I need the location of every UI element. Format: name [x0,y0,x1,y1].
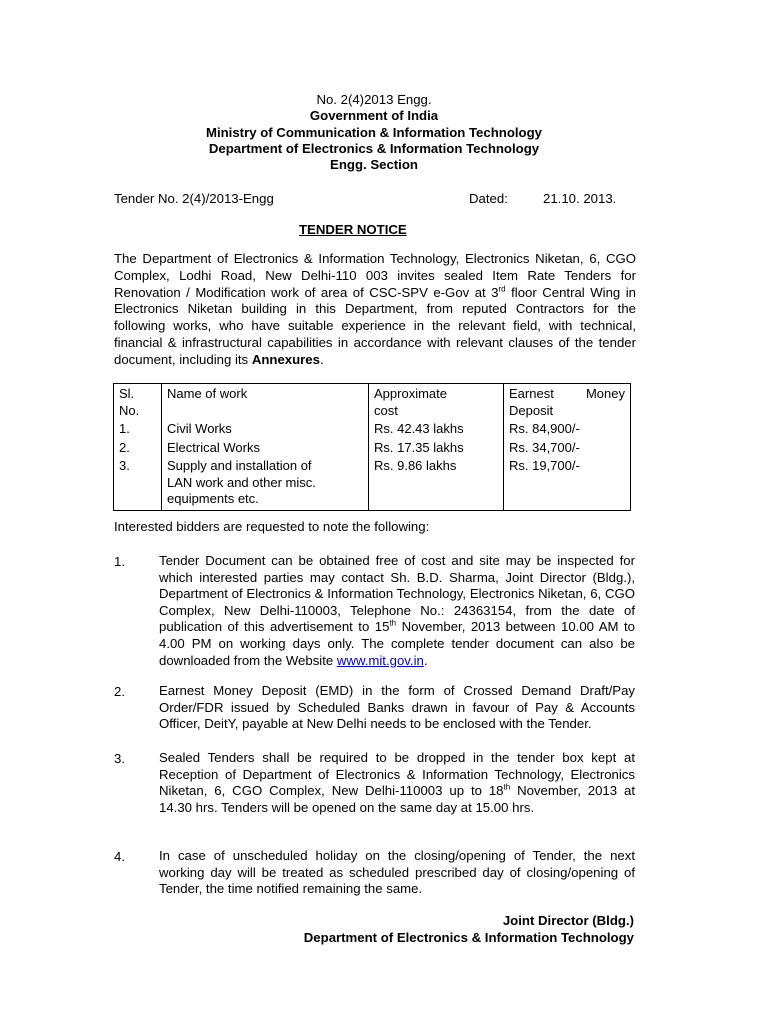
header-cost-line1: Approximate [374,386,447,401]
row-1-name: Civil Works [162,421,369,440]
header-emd-money: Money [585,386,625,401]
item-4-number: 4. [114,849,125,864]
row-3-name-line1: Supply and installation of [167,458,312,473]
header-name [162,384,369,422]
government-heading: Government of India [309,108,439,123]
item-3-text [159,750,635,816]
row-1-cost: Rs. 42.43 lakhs [369,421,504,440]
intro-paragraph [114,251,636,369]
department-heading: Department of Electronics & Information Technology [208,141,540,156]
row-3-name-line3: equipments etc. [167,491,259,506]
signature-department: Department of Electronics & Information Technology [303,930,634,945]
section-heading: Engg. Section [330,157,418,172]
item-3-part2: November, 2013 at 14.30 hrs. Tenders will be opened on the same day at 15.00 hrs. [159,783,635,815]
dated-label: Dated: [469,191,508,206]
item-4-text: In case of unscheduled holiday on the closing/opening of Tender, the next working day will be treated as scheduled prescribed day of closing/opening of Tender, the time notified remaining the same. [159,848,635,897]
item-1-text [159,553,635,669]
header-name-text: Name of work [167,386,248,401]
header-emd-line1 [509,386,625,403]
header-sl [114,384,162,422]
table-row [114,421,631,440]
item-1-part1: Tender Document can be obtained free of cost and site may be inspected for which interested parties may contact Sh. B.D. Sharma, Joint Director (Bldg.), Department of Electronics & Information Technology, Electronics Niketan, 6, CGO Complex, New Delhi-110003, Telephone No.: 24363154, from the date of publication of this advertisement to 15 [159,553,635,635]
item-1-part2: November, 2013 between 10.00 AM to 4.00 PM on working days only. The complete tender document can also be downloaded from the Website [159,619,635,668]
item-2-number: 2. [114,684,125,699]
intro-superscript: rd [498,284,506,294]
row-2-emd: Rs. 34,700/- [504,440,631,459]
intro-annexures: Annexures [251,351,320,367]
header-cost-line2: cost [374,402,398,418]
row-3-emd: Rs. 19,700/- [504,458,631,510]
header-emd-line2: Deposit [509,402,554,418]
table-row [114,440,631,459]
header-emd-earnest: Earnest [509,386,554,401]
row-2-sl: 2. [114,440,162,459]
item-1-superscript: th [389,618,397,628]
tender-number: Tender No. 2(4)/2013-Engg [114,191,274,206]
intro-text-part1: The Department of Electronics & Information Technology, Electronics Niketan, 6, CGO Complex, Lodhi Road, New Delhi-110 003 invites sealed Item Rate Tenders for Renovation / Modification work of area of CSC-SPV e-Gov at 3 [114,251,636,300]
item-1-end: . [423,652,428,668]
works-table [113,383,631,511]
reference-number: No. 2(4)2013 Engg. [316,92,432,107]
row-3-name-line2: LAN work and other misc. [167,474,316,490]
row-1-emd: Rs. 84,900/- [504,421,631,440]
ministry-heading: Ministry of Communication & Information Technology [205,125,543,140]
row-3-cost: Rs. 9.86 lakhs [369,458,504,510]
item-1-number: 1. [114,554,125,569]
item-2-text: Earnest Money Deposit (EMD) in the form of Crossed Demand Draft/Pay Order/FDR issued by Scheduled Banks drawn in favour of Pay & Accounts Officer, DeitY, payable at New Delhi needs to be enclosed with the Tender. [159,683,635,732]
tender-notice-title: TENDER NOTICE [299,222,407,237]
header-emd [504,384,631,422]
table-row [114,458,631,510]
header-sl-line2: No. [119,402,140,418]
dated-value: 21.10. 2013. [543,191,617,206]
signature-title: Joint Director (Bldg.) [502,913,634,928]
row-2-cost: Rs. 17.35 lakhs [369,440,504,459]
row-3-name [162,458,369,510]
intro-text-end: . [319,351,324,367]
intro-text-part2: floor Central Wing in Electronics Niketan building in this Department, from reputed Contractors for the following works, who have suitable experience in the relevant field, with technical, financial & infrastructural capabilities in accordance with relevant clauses of the tender document, including its [114,284,636,367]
header-cost [369,384,504,422]
header-sl-line1: Sl. [119,386,135,401]
row-3-sl: 3. [114,458,162,510]
note-intro: Interested bidders are requested to note the following: [114,519,430,534]
website-link[interactable]: www.mit.gov.in [336,652,424,668]
item-3-part1: Sealed Tenders shall be required to be dropped in the tender box kept at Reception of Department of Electronics & Information Technology, Electronics Niketan, 6, CGO Complex, New Delhi-110003 up to 18 [159,750,635,799]
item-3-number: 3. [114,751,125,766]
table-header-row [114,384,631,422]
item-3-superscript: th [503,782,511,792]
row-2-name: Electrical Works [162,440,369,459]
row-1-sl: 1. [114,421,162,440]
